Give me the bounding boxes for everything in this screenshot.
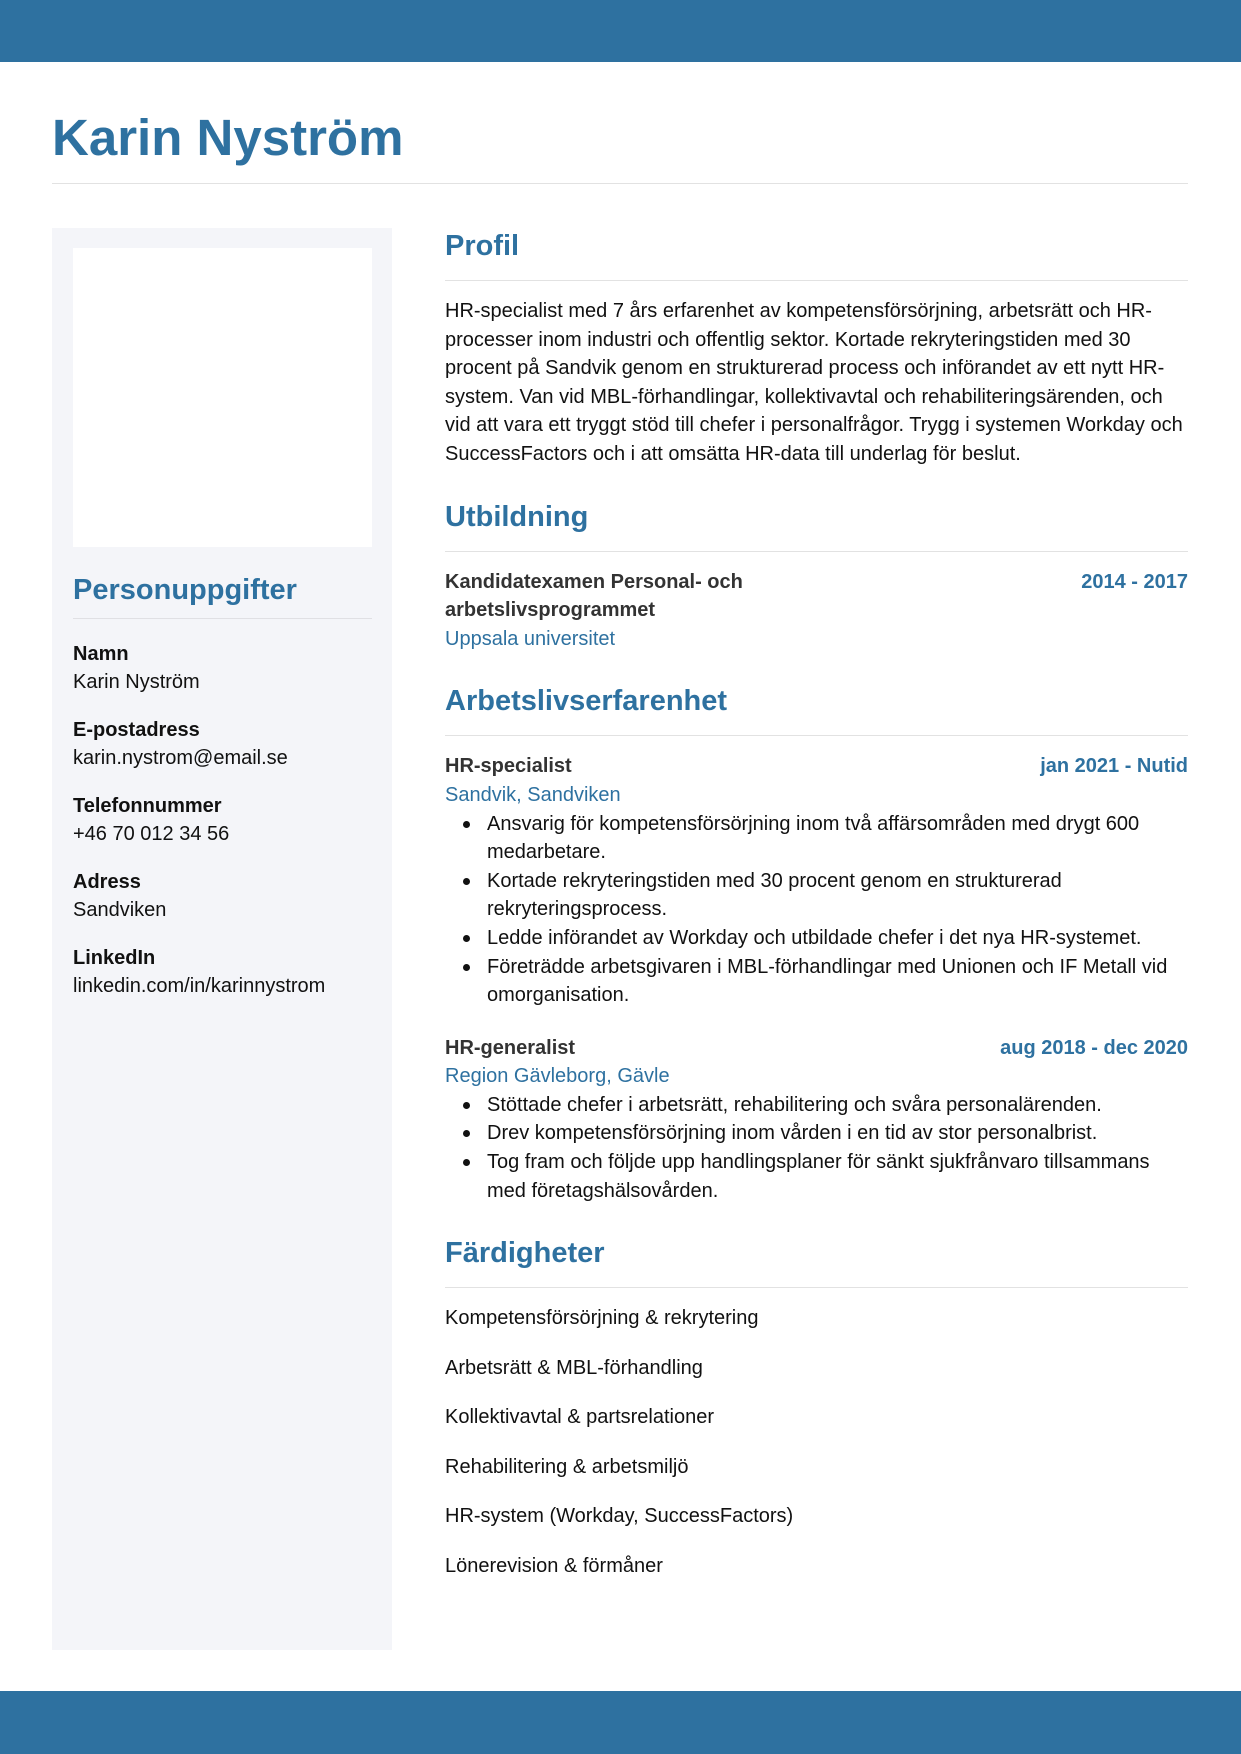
skill-item: Kompetensförsörjning & rekrytering	[445, 1307, 759, 1330]
bullet-text: Stöttade chefer i arbetsrätt, rehabilitering och svåra personalärenden.	[487, 1093, 1102, 1116]
bullet-text: Kortade rekryteringstiden med 30 procent genom en strukturerad rekryteringsprocess.	[487, 869, 1062, 921]
bullet-text: Ansvarig för kompetensförsörjning inom två affärsområden med drygt 600 medarbetare.	[487, 812, 1140, 864]
sidebar	[52, 228, 392, 1650]
section-title: Färdigheter	[445, 1237, 605, 1270]
education-entry	[445, 568, 1188, 654]
section-divider	[445, 280, 1188, 281]
bullet-text: Tog fram och följde upp handlingsplaner för sänkt sjukfrånvaro tillsammans med företagshälsovården.	[487, 1151, 1150, 1202]
bullet-icon	[463, 878, 470, 885]
entry-dates: 2014 - 2017	[1081, 570, 1188, 593]
profile-section	[445, 224, 1188, 469]
entry-header	[445, 752, 1188, 781]
entry-header	[445, 1034, 1188, 1063]
section-title: Arbetslivserfarenhet	[445, 685, 728, 718]
info-item-phone	[73, 792, 372, 848]
school-name: Uppsala universitet	[445, 627, 616, 650]
linkedin-value: linkedin.com/in/karinnystrom	[73, 975, 326, 997]
achievement-list	[463, 810, 1188, 1010]
bullet-icon	[463, 935, 470, 942]
list-item	[463, 924, 1188, 953]
skill-item: Arbetsrätt & MBL-förhandling	[445, 1356, 703, 1379]
bullet-icon	[463, 821, 470, 828]
info-label: E-postadress	[73, 719, 200, 741]
achievement-list	[463, 1091, 1188, 1205]
employer: Sandvik, Sandviken	[445, 783, 621, 806]
skills-section	[445, 1231, 1188, 1580]
email-value: karin.nystrom@email.se	[73, 747, 288, 769]
address-value: Sandviken	[73, 899, 167, 921]
bottom-banner	[0, 1691, 1241, 1754]
employer: Region Gävleborg, Gävle	[445, 1065, 670, 1088]
info-label: Namn	[73, 643, 129, 665]
top-banner	[0, 0, 1241, 62]
main-content	[445, 224, 1188, 1606]
experience-entry	[445, 752, 1188, 1009]
info-item-address	[73, 868, 372, 924]
bullet-icon	[463, 1159, 470, 1166]
bullet-icon	[463, 964, 470, 971]
experience-section	[445, 679, 1188, 1205]
entry-dates: jan 2021 - Nutid	[1040, 755, 1188, 778]
section-title: Profil	[445, 230, 520, 262]
bullet-text: Företrädde arbetsgivaren i MBL-förhandlingar med Unionen och IF Metall vid omorganisation.	[487, 955, 1168, 1007]
bullet-text: Ledde införandet av Workday och utbildade chefer i det nya HR-systemet.	[487, 926, 1142, 949]
list-item	[463, 867, 1188, 924]
job-title: HR-specialist	[445, 755, 572, 778]
info-label: LinkedIn	[73, 947, 156, 969]
info-value: Karin Nyström	[73, 671, 200, 693]
info-item-name	[73, 640, 372, 696]
section-title: Utbildning	[445, 500, 589, 533]
list-item	[463, 953, 1188, 1010]
list-item	[463, 810, 1188, 867]
skill-item: Rehabilitering & arbetsmiljö	[445, 1455, 689, 1478]
education-section	[445, 495, 1188, 654]
skill-item: Lönerevision & förmåner	[445, 1554, 663, 1577]
profile-photo-placeholder	[73, 248, 372, 547]
entry-header	[445, 568, 1188, 625]
bullet-icon	[463, 1102, 470, 1109]
header-divider	[52, 183, 1188, 184]
sidebar-divider	[73, 618, 372, 619]
skill-item: HR-system (Workday, SuccessFactors)	[445, 1505, 794, 1528]
personal-info-list	[73, 640, 372, 1020]
list-item	[463, 1091, 1188, 1120]
info-item-linkedin	[73, 944, 372, 1000]
degree-title: Kandidatexamen Personal- och arbetslivsprogrammet	[445, 570, 743, 622]
job-title: HR-generalist	[445, 1036, 576, 1059]
list-item	[463, 1148, 1188, 1205]
skill-item: Kollektivavtal & partsrelationer	[445, 1406, 715, 1429]
list-item	[463, 1119, 1188, 1148]
phone-value: +46 70 012 34 56	[73, 823, 230, 845]
section-divider	[445, 551, 1188, 552]
bullet-icon	[463, 1130, 470, 1137]
section-divider	[445, 735, 1188, 736]
entry-dates: aug 2018 - dec 2020	[1000, 1036, 1188, 1059]
page-title: Karin Nyström	[52, 109, 404, 166]
bullet-text: Drev kompetensförsörjning inom vården i en tid av stor personalbrist.	[487, 1122, 1098, 1145]
info-label: Adress	[73, 871, 141, 893]
profile-text: HR-specialist med 7 års erfarenhet av kompetensförsörjning, arbetsrätt och HR-processer inom industri och offentlig sektor. Kortade rekryteringstiden med 30 procent på Sandvik genom en strukturerad process och införandet av ett nytt HR-system. Van vid MBL-förhandlingar, kollektivavtal och rehabiliteringsärenden, och vid att vara ett tryggt stöd till chefer i personalfrågor. Trygg i systemen Workday och SuccessFactors och i att omsätta HR-data till underlag för beslut.	[445, 300, 1183, 465]
info-label: Telefonnummer	[73, 795, 222, 817]
section-divider	[445, 1287, 1188, 1288]
info-item-email	[73, 716, 372, 772]
skills-list	[445, 1304, 1188, 1580]
experience-entry	[445, 1034, 1188, 1206]
sidebar-heading: Personuppgifter	[73, 574, 297, 606]
